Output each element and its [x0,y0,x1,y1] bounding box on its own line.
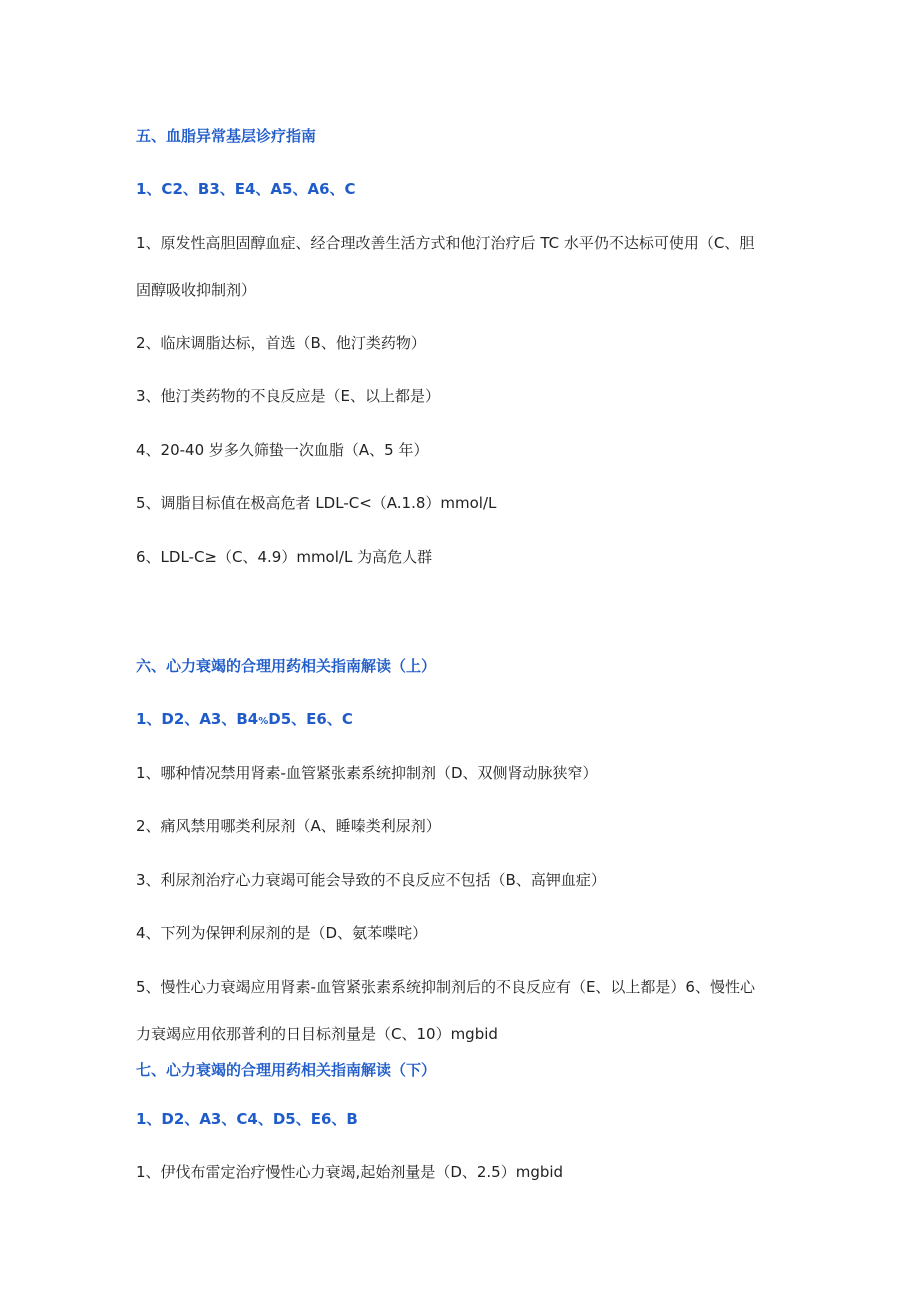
question-line: 6、LDL-C≥（C、4.9）mmol/L 为高危人群 [136,548,433,566]
question-line: 固醇吸收抑制剂） [136,281,257,299]
section-7-answers: 1、D2、A3、C4、D5、E6、B [136,1110,358,1128]
question-line: 3、他汀类药物的不良反应是（E、以上都是） [136,387,441,405]
question-line: 1、伊伐布雷定治疗慢性心力衰竭,起始剂量是（D、2.5）mgbid [136,1163,564,1181]
answers-part: D5、E6、C [268,710,353,728]
question-line: 4、20-40 岁多久筛蛰一次血脂（A、5 年） [136,441,429,459]
question-line: 3、利尿剂治疗心力衰竭可能会导致的不良反应不包括（B、高钾血症） [136,871,606,889]
section-5-answers: 1、C2、B3、E4、A5、A6、C [136,180,356,198]
question-line: 5、调脂目标值在极高危者 LDL-C<（A.1.8）mmol/L [136,494,497,512]
section-5-heading: 五、血脂异常基层诊疗指南 [136,127,317,145]
answers-part: 1、D2、A3、B4 [136,710,259,728]
question-line: 力衰竭应用依那普利的日目标剂量是（C、10）mgbid [136,1025,498,1043]
answers-mark: % [258,716,269,727]
question-line: 2、临床调脂达标，首选（B、他汀类药物） [136,334,426,352]
section-6-answers [136,709,353,732]
question-line: 4、下列为保钾利尿剂的是（D、氨苯喋咤） [136,924,428,942]
question-line: 1、哪种情况禁用肾素-血管紧张素系统抑制剂（D、双侧肾动脉狭窄） [136,764,598,782]
section-6-heading: 六、心力衰竭的合理用药相关指南解读（上） [136,657,437,675]
question-line: 1、原发性高胆固醇血症、经合理改善生活方式和他汀治疗后 TC 水平仍不达标可使用（C、胆 [136,234,755,252]
section-7-heading: 七、心力衰竭的合理用药相关指南解读（下） [136,1061,437,1079]
question-line: 2、痛风禁用哪类利尿剂（A、睡嗪类利尿剂） [136,817,441,835]
question-line: 5、慢性心力衰竭应用肾素-血管紧张素系统抑制剂后的不良反应有（E、以上都是）6、慢性心 [136,978,755,996]
